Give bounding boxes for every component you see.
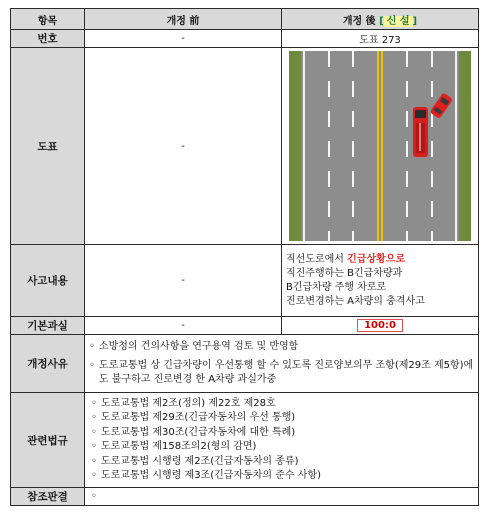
number-before: - <box>85 30 282 48</box>
reason-item-2: 도로교통법 상 긴급차량이 우선통행 할 수 있도록 진로양보의무 조항(제29조 제5항)에도 불구하고 진로변경 한 A차량 과실가중 <box>98 360 474 385</box>
accident-emergency-text: 긴급상황으로 <box>347 253 406 265</box>
row-number <box>11 30 479 48</box>
bracket-open: [ <box>379 15 384 27</box>
law-item-text: 도로교통법 제29조(긴급자동차의 우선 통행) <box>100 412 296 423</box>
reference-content <box>85 488 479 506</box>
law-bullet: ◦ <box>91 397 97 409</box>
law-bullet: ◦ <box>91 441 97 452</box>
number-after: 도표 273 <box>282 30 479 48</box>
law-item-text: 도로교통법 제158조의2(형의 감면) <box>100 441 257 452</box>
row-diagram <box>11 48 479 245</box>
law-item-text: 도로교통법 시행령 제2조(긴급자동차의 종류) <box>100 455 299 467</box>
diagram-after <box>282 48 479 245</box>
basic-fault-after <box>282 317 479 335</box>
bracket-close: ] <box>412 15 418 27</box>
revision-table <box>10 8 479 506</box>
accident-after <box>282 245 479 317</box>
row-reference <box>11 488 479 506</box>
header-row <box>11 9 479 30</box>
header-after <box>282 9 479 30</box>
label-basic-fault: 기본과실 <box>11 317 85 335</box>
law-content <box>85 393 479 488</box>
law-bullet: ◦ <box>91 470 97 481</box>
revision-table-container <box>10 8 478 506</box>
accident-line3: B긴급차량 주행 차로로 <box>286 281 387 293</box>
law-item <box>91 397 472 412</box>
fire-truck-icon <box>413 107 428 157</box>
row-accident <box>11 245 479 317</box>
law-bullet: ◦ <box>91 426 97 438</box>
fault-ratio: 100:0 <box>357 319 403 332</box>
road-surface <box>301 51 459 241</box>
reason-item-1: 소방청의 건의사항을 연구용역 검토 및 반영함 <box>98 341 299 352</box>
law-item-text: 도로교통법 제30조(긴급자동차에 대한 특례) <box>100 426 296 438</box>
law-bullet: ◦ <box>91 455 97 467</box>
label-law: 관련법규 <box>11 393 85 488</box>
row-reason <box>11 335 479 393</box>
row-law <box>11 393 479 488</box>
reason-bullet-1: ◦ <box>89 341 95 352</box>
header-after-label: 개정 後 <box>342 15 376 27</box>
accident-diagram <box>289 51 471 241</box>
law-item <box>91 411 472 426</box>
row-basic-fault <box>11 317 479 335</box>
grass-right <box>459 51 471 241</box>
law-list <box>85 395 478 486</box>
law-bullet: ◦ <box>91 412 97 423</box>
reason-bullet-2: ◦ <box>89 360 95 371</box>
label-diagram: 도표 <box>11 48 85 245</box>
accident-line4: 진로변경하는 A차량의 충격사고 <box>286 295 425 307</box>
accident-line1a: 직선도로에서 <box>286 253 348 265</box>
label-reason: 개정사유 <box>11 335 85 393</box>
label-accident: 사고내용 <box>11 245 85 317</box>
accident-line2: 직진주행하는 B긴급차량과 <box>286 267 403 279</box>
reference-bullet: ◦ <box>91 491 97 502</box>
reason-content <box>85 335 479 393</box>
law-item-text: 도로교통법 시행령 제3조(긴급자동차의 준수 사항) <box>100 470 321 481</box>
law-item-text: 도로교통법 제2조(정의) 제22호 제28호 <box>100 397 276 409</box>
label-number: 번호 <box>11 30 85 48</box>
law-item <box>91 455 472 470</box>
law-item <box>91 469 472 484</box>
law-item <box>91 440 472 455</box>
header-before: 개정 前 <box>85 9 282 30</box>
accident-before: - <box>85 245 282 317</box>
label-reference: 참조판결 <box>11 488 85 506</box>
header-item: 항목 <box>11 9 85 30</box>
law-item <box>91 426 472 441</box>
basic-fault-before: - <box>85 317 282 335</box>
diagram-before: - <box>85 48 282 245</box>
grass-left <box>289 51 301 241</box>
new-badge: 신 설 <box>384 16 413 27</box>
